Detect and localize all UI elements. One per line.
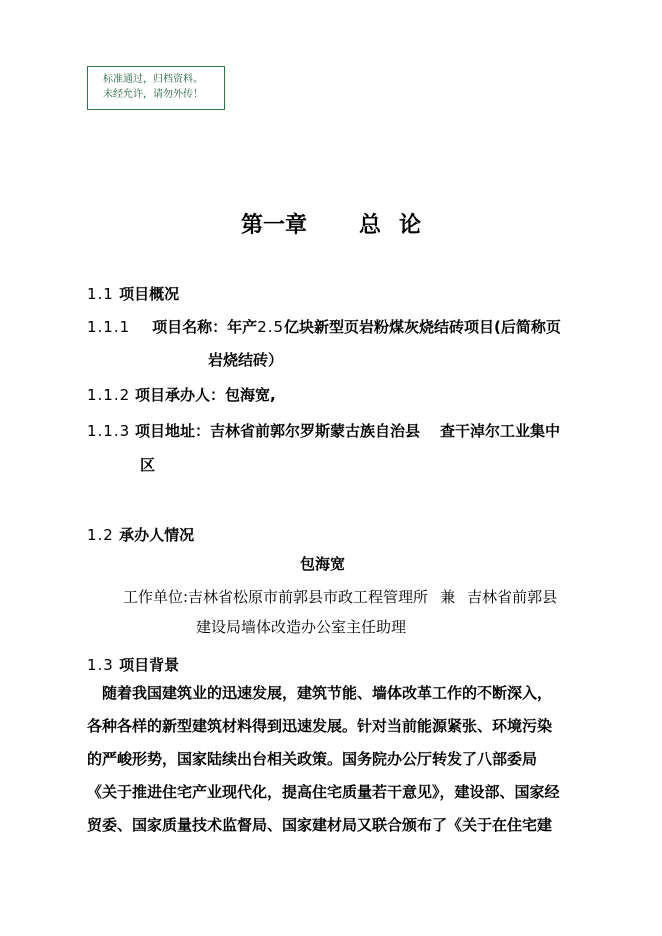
- stamp-line-2: 未经允许，请勿外传！: [103, 89, 203, 100]
- work-unit-text-2: 吉林省前郭县: [467, 588, 558, 606]
- item-1-1-1: [87, 317, 561, 337]
- item-1-1-1-continuation: 岩烧结砖）: [208, 351, 284, 369]
- paragraph-line: 贸委、国家质量技术监督局、国家建材局又联合颁布了《关于在住宅建: [87, 816, 553, 834]
- item-text-2: 查干淖尔工业集中: [439, 422, 560, 440]
- item-text: 项目地址：吉林省前郭尔罗斯蒙古族自治县: [134, 422, 420, 440]
- item-label: 项目名称：年产: [152, 318, 258, 336]
- item-1-1-3: [87, 421, 560, 441]
- section-title: 项目背景: [119, 656, 180, 674]
- section-number: 1.1: [87, 285, 114, 303]
- work-unit-continuation: 建设局墙体改造办公室主任助理: [196, 618, 407, 636]
- item-1-1-3-continuation: 区: [140, 456, 156, 474]
- section-title: 承办人情况: [119, 526, 195, 544]
- section-1-1-heading: [87, 284, 179, 304]
- background-paragraph: [87, 677, 587, 842]
- person-name: 包海宽: [300, 555, 346, 573]
- item-number: 1.1.1: [87, 318, 131, 336]
- section-number: 1.2: [87, 526, 114, 544]
- item-number: 1.1.3: [87, 422, 131, 440]
- section-number: 1.3: [87, 656, 114, 674]
- paragraph-line: 各种各样的新型建筑材料得到迅速发展。针对当前能源紧张、环境污染: [87, 717, 553, 735]
- notice-stamp: [87, 66, 225, 110]
- work-unit-line: [123, 587, 557, 607]
- item-1-1-2: [87, 385, 276, 405]
- chapter-name-char-2: 论: [399, 212, 422, 238]
- item-text: 亿块新型页岩粉煤灰烧结砖项目(后简称页: [284, 318, 561, 336]
- paragraph-line: 随着我国建筑业的迅速发展，建筑节能、墙体改革工作的不断深入，: [87, 684, 553, 702]
- section-1-3-heading: [87, 655, 179, 675]
- item-number: 1.1.2: [87, 386, 131, 404]
- section-title: 项目概况: [119, 285, 180, 303]
- paragraph-line: 的严峻形势，国家陆续出台相关政策。国务院办公厅转发了八部委局: [87, 750, 538, 768]
- stamp-line-1: 标准通过，归档资料。: [103, 74, 203, 85]
- section-1-2-heading: [87, 525, 194, 545]
- work-unit-and: 兼: [440, 588, 456, 606]
- paragraph-line: 《关于推进住宅产业现代化，提高住宅质量若干意见》，建设部、国家经: [87, 783, 560, 801]
- work-unit-text: 工作单位:吉林省松原市前郭县市政工程管理所: [123, 588, 429, 606]
- item-number-value: 2.5: [257, 318, 285, 336]
- chapter-title: [0, 208, 662, 239]
- item-text: 项目承办人：包海宽,: [134, 386, 276, 404]
- chapter-number: 第一章: [240, 212, 307, 238]
- chapter-name-char-1: 总: [358, 212, 381, 238]
